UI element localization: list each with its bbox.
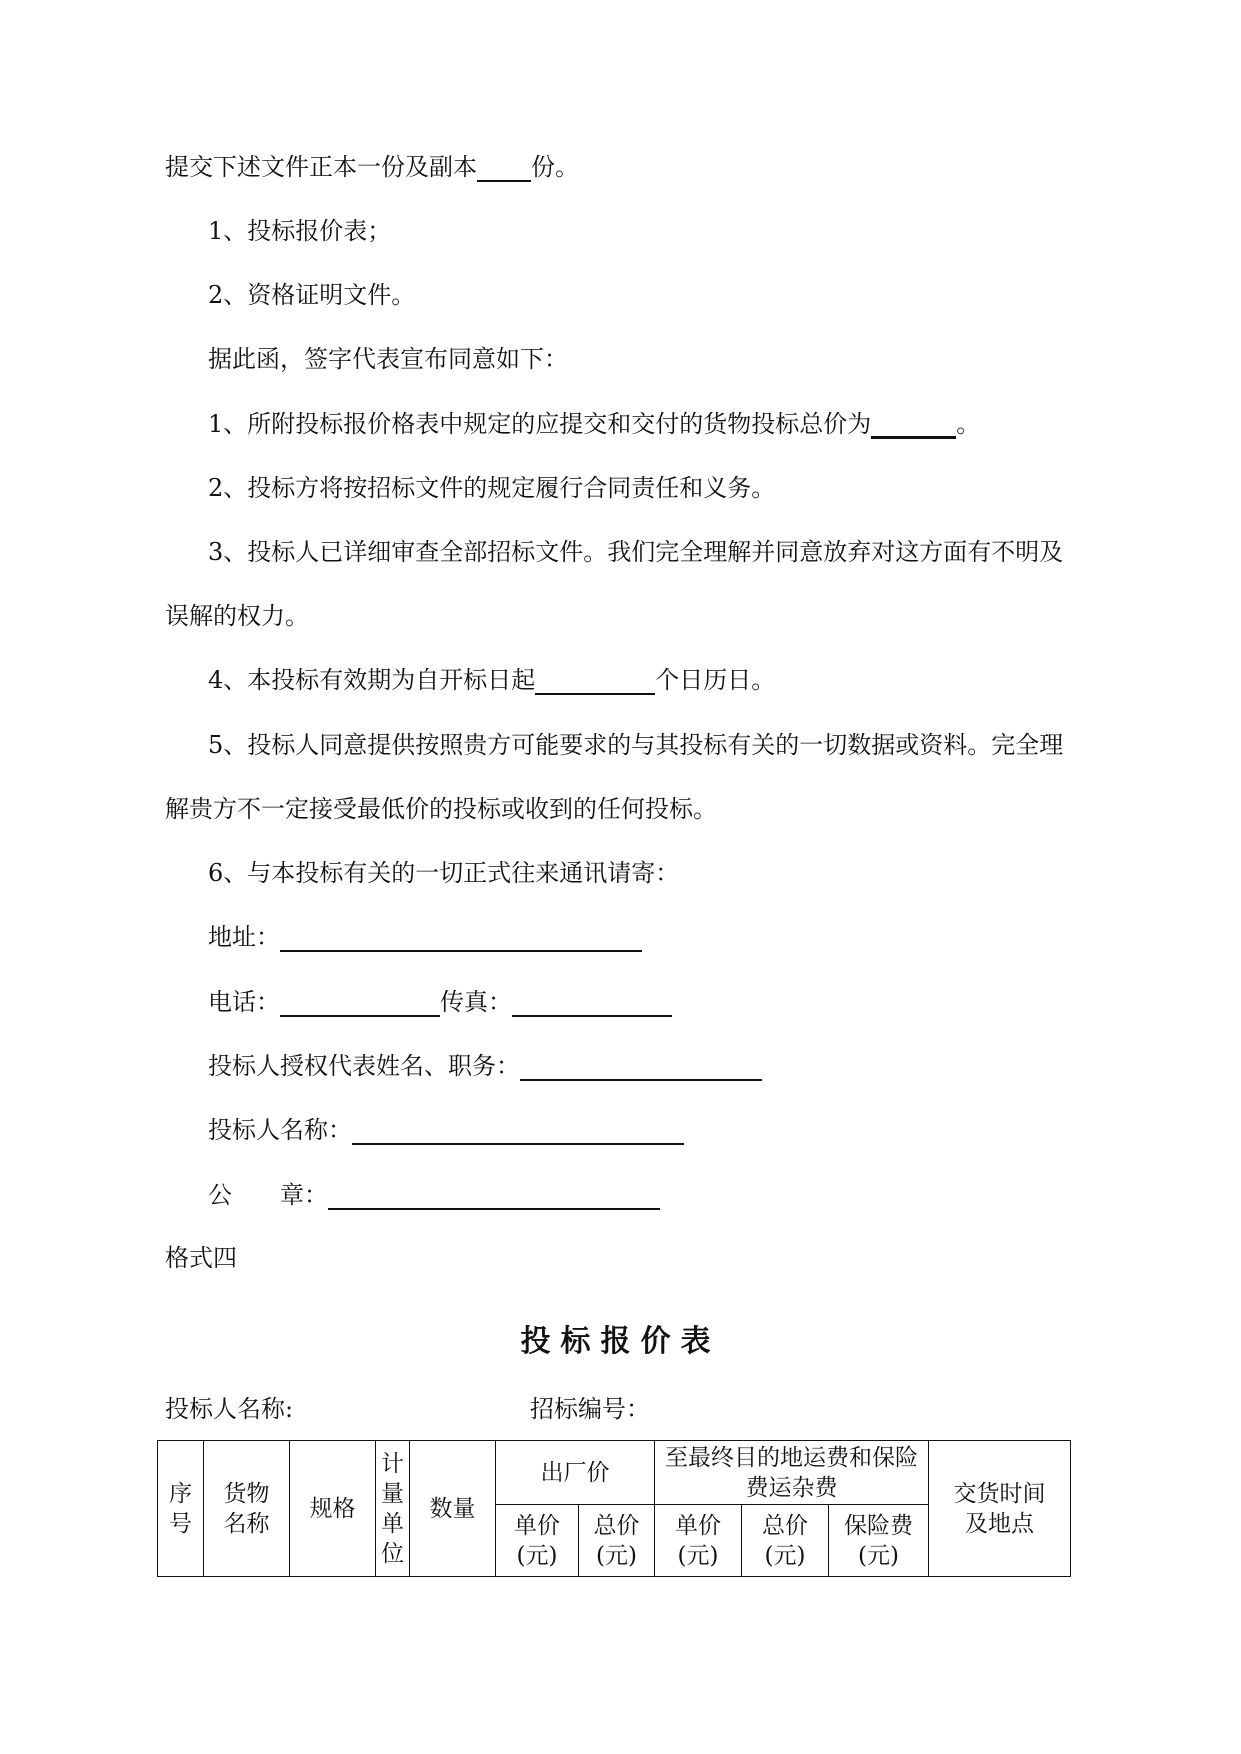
fax-field[interactable] [512,991,672,1017]
validity-days-blank[interactable] [535,669,655,695]
header-factory-price: 出厂价 [496,1441,655,1505]
total-price-blank[interactable] [871,412,956,439]
representative-label: 投标人授权代表姓名、职务： [208,1052,520,1080]
copies-blank[interactable] [477,156,531,182]
item-4-suffix: 个日历日。 [655,666,776,694]
intro-suffix: 份。 [531,153,579,181]
item-1-suffix: 。 [956,410,981,438]
item-6: 6、与本投标有关的一切正式往来通讯请寄： [208,859,680,887]
representative-field[interactable] [520,1055,762,1081]
tender-no-label: 招标编号： [530,1395,650,1423]
header-unit: 计量单位 [376,1441,410,1577]
item-4-text: 4、本投标有效期为自开标日起 [208,666,536,694]
header-goods-name: 货物名称 [204,1441,290,1577]
representative-row [208,1051,762,1081]
header-spec: 规格 [290,1441,376,1577]
quote-table [157,1440,1071,1577]
header-quantity: 数量 [410,1441,496,1577]
format-label: 格式四 [165,1244,237,1272]
declaration-text: 据此函，签字代表宣布同意如下： [208,345,568,373]
item-2: 2、投标方将按招标文件的规定履行合同责任和义务。 [208,474,776,502]
item-1-text: 1、所附投标报价格表中规定的应提交和交付的货物投标总价为 [208,410,872,438]
address-label: 地址： [208,923,280,951]
header-transport-total-price: 总价(元) [742,1505,829,1577]
intro-text: 提交下述文件正本一份及副本 [165,153,477,181]
fax-label: 传真： [440,988,512,1016]
seal-row [208,1180,660,1210]
bidder-name-row [208,1115,684,1145]
item-3-line-1: 3、投标人已详细审查全部招标文件。我们完全理解并同意放弃对这方面有不明及 [208,538,1064,566]
bidder-name-label: 投标人名称： [208,1116,352,1144]
header-insurance: 保险费(元) [829,1505,929,1577]
seal-label: 公 章： [208,1181,328,1209]
doc-list-item-1: 1、投标报价表； [208,217,392,245]
header-row-1 [158,1441,1071,1505]
address-field[interactable] [280,926,642,952]
header-factory-total-price: 总价(元) [579,1505,655,1577]
intro-line [165,152,579,182]
doc-list-item-2: 2、资格证明文件。 [208,281,416,309]
item-5-line-1: 5、投标人同意提供按照贵方可能要求的与其投标有关的一切数据或资料。完全理 [208,731,1064,759]
quote-form-title: 投标报价表 [520,1324,721,1359]
item-5-line-2: 解贵方不一定接受最低价的投标或收到的任何投标。 [165,795,717,823]
bidder-label: 投标人名称: [165,1395,294,1423]
header-transport-unit-price: 单价(元) [655,1505,742,1577]
bidder-name-field[interactable] [352,1119,684,1145]
item-1 [208,409,980,439]
seal-field[interactable] [328,1184,660,1210]
header-factory-unit-price: 单价(元) [496,1505,579,1577]
item-4 [208,665,775,695]
phone-label: 电话： [208,988,280,1016]
item-3-line-2: 误解的权力。 [165,602,309,630]
address-row [208,922,642,952]
phone-fax-row [208,987,672,1017]
phone-field[interactable] [280,991,440,1017]
header-seq: 序号 [158,1441,204,1577]
header-delivery: 交货时间及地点 [929,1441,1071,1577]
header-transport: 至最终目的地运费和保险费运杂费 [655,1441,929,1505]
